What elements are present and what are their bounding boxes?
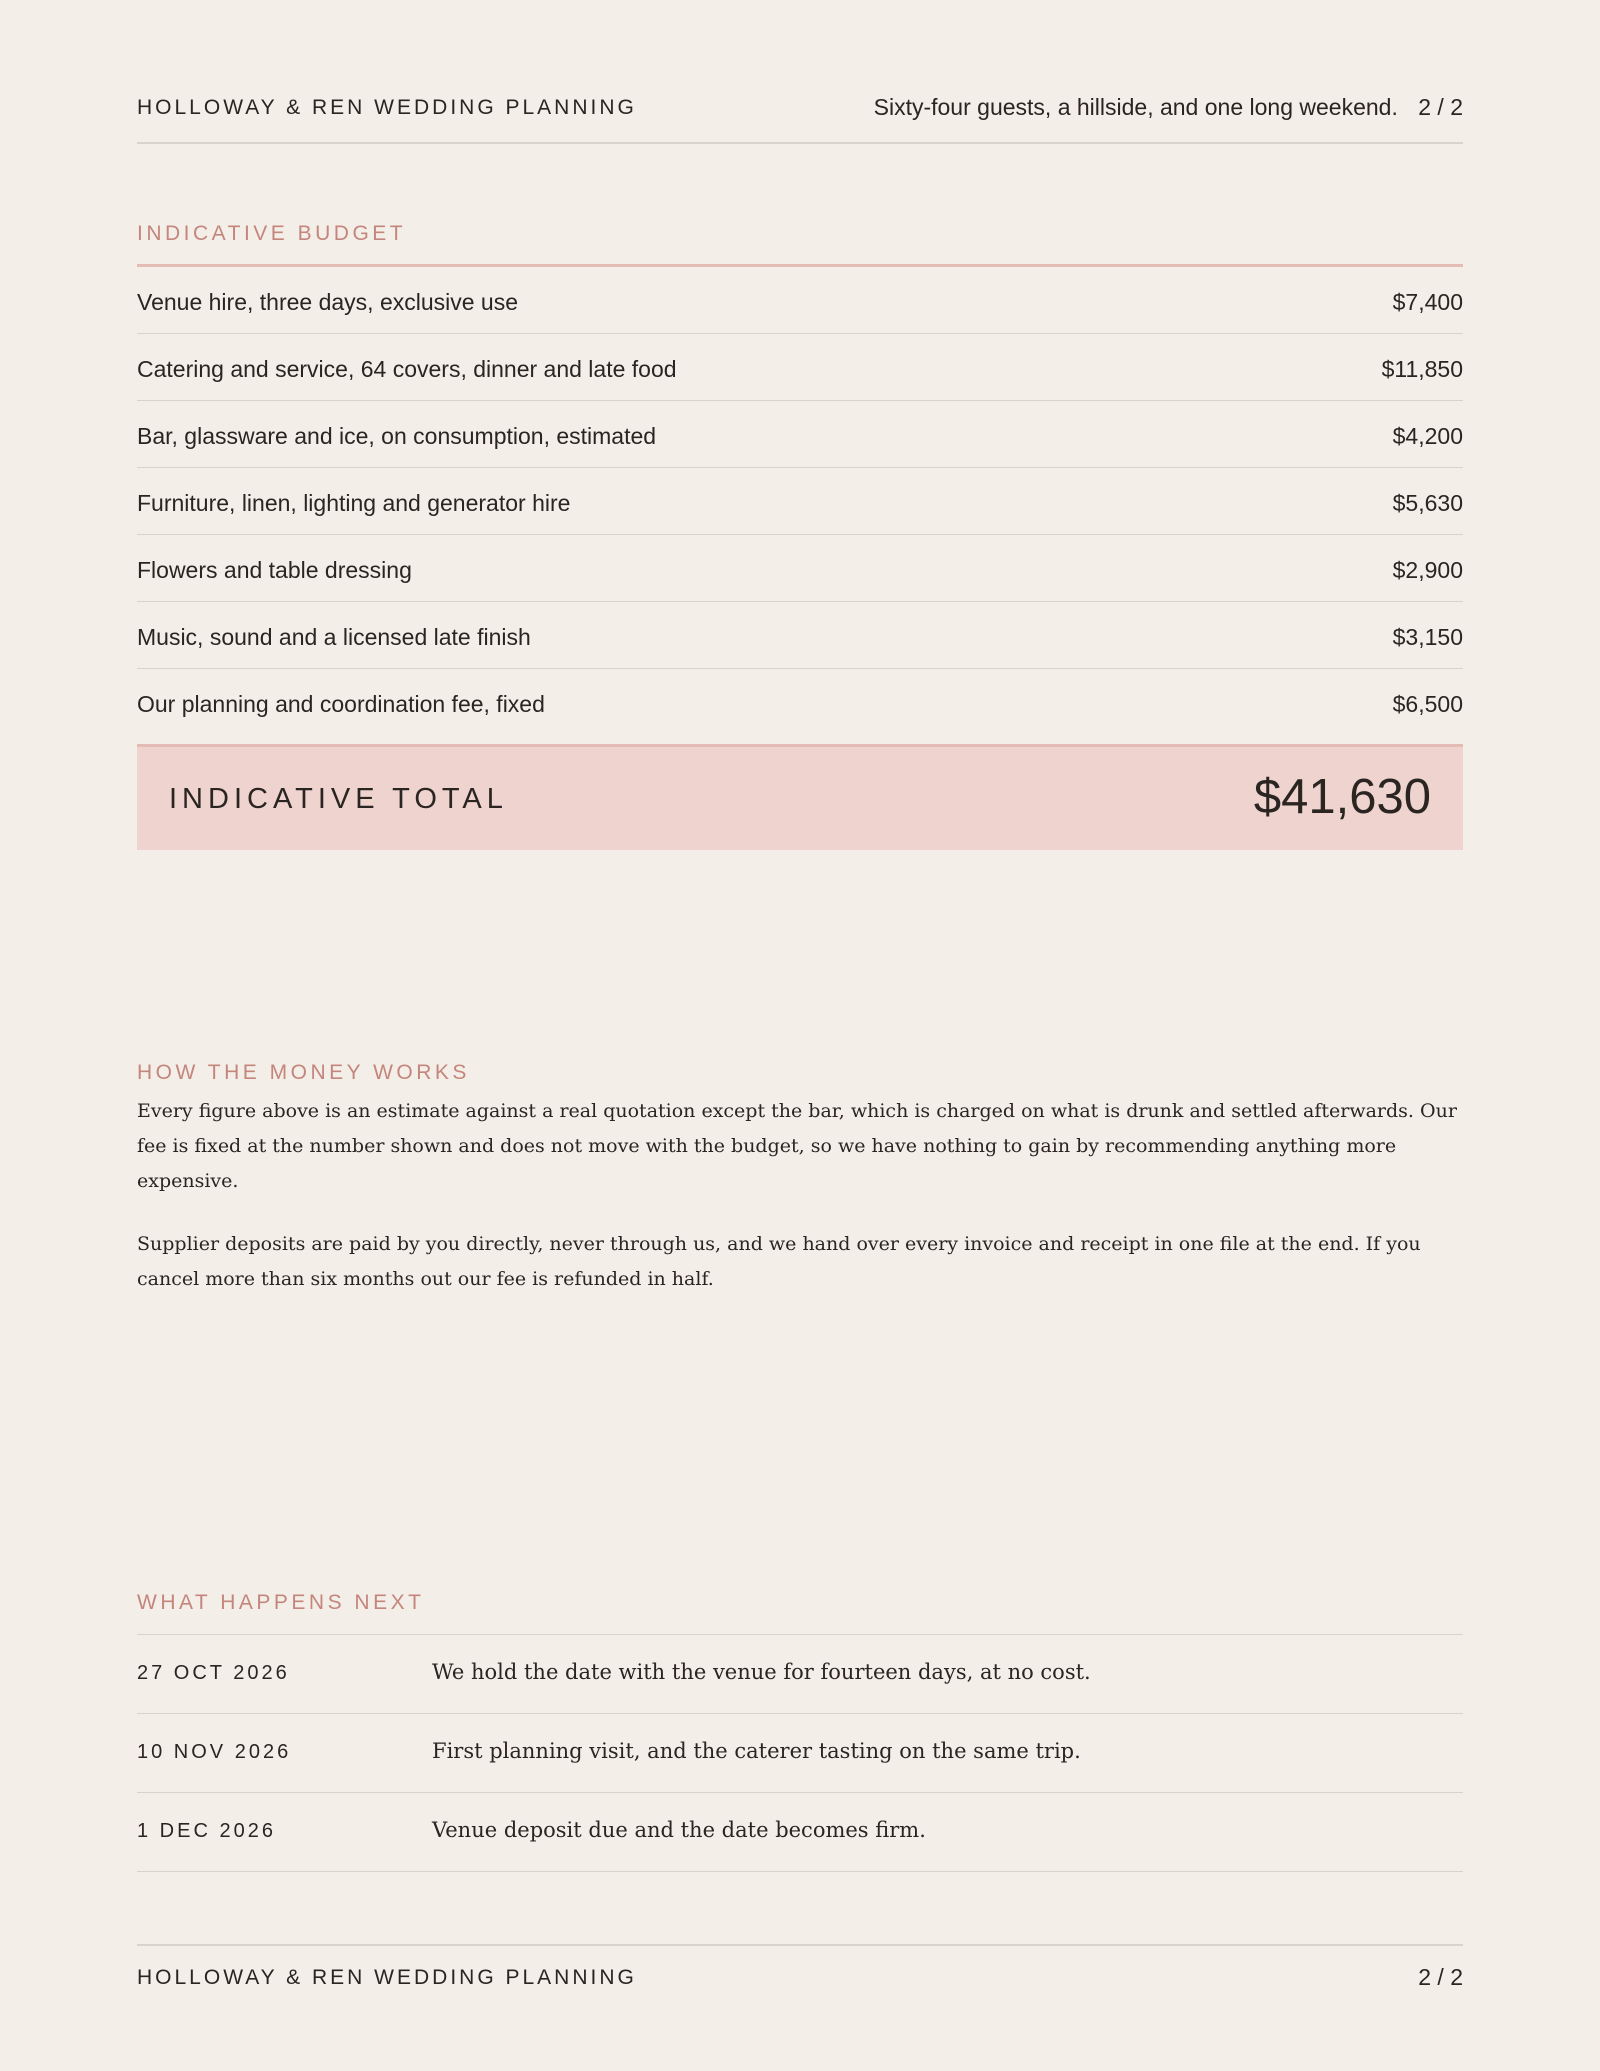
- budget-item-amount: $7,400: [1392, 289, 1463, 315]
- footer-brand: HOLLOWAY & REN WEDDING PLANNING: [137, 1966, 637, 1989]
- budget-row: [137, 267, 1463, 334]
- step-text: We hold the date with the venue for fourteen days, at no cost.: [432, 1660, 1091, 1684]
- budget-row: [137, 602, 1463, 669]
- step-date: 27 OCT 2026: [137, 1662, 290, 1684]
- step-row: [137, 1635, 1463, 1714]
- budget-item-label: Venue hire, three days, exclusive use: [137, 289, 519, 315]
- step-row: [137, 1714, 1463, 1793]
- header-right: [874, 94, 1463, 121]
- budget-item-amount: $2,900: [1392, 557, 1463, 583]
- budget-item-label: Furniture, linen, lighting and generator hire: [137, 490, 571, 516]
- budget-row: [137, 334, 1463, 401]
- budget-item-label: Bar, glassware and ice, on consumption, estimated: [137, 423, 657, 449]
- total-label: INDICATIVE TOTAL: [169, 783, 508, 815]
- step-row: [137, 1793, 1463, 1872]
- header-brand: HOLLOWAY & REN WEDDING PLANNING: [137, 96, 637, 119]
- header-tagline: Sixty-four guests, a hillside, and one long weekend.: [873, 94, 1398, 120]
- money-paragraph: Supplier deposits are paid by you directly, never through us, and we hand over every invoice and receipt in one file at the end. If you cancel more than six months out our fee is refunded in half.: [137, 1233, 1421, 1290]
- budget-row: [137, 669, 1463, 735]
- total-amount: $41,630: [1253, 770, 1431, 824]
- page-footer: [137, 1944, 1463, 2006]
- header-page-number: 2 / 2: [1418, 94, 1463, 120]
- budget-row: [137, 401, 1463, 468]
- budget-item-amount: $6,500: [1392, 691, 1463, 717]
- budget-item-amount: $3,150: [1392, 624, 1463, 650]
- footer-page-number: 2 / 2: [1418, 1964, 1463, 1990]
- budget-item-amount: $11,850: [1381, 356, 1463, 382]
- money-paragraph: Every figure above is an estimate against a real quotation except the bar, which is charged on what is drunk and settled afterwards. Our fee is fixed at the number shown and does not move with the budget, so we have nothing to gain by recommending anything more expensive.: [137, 1100, 1457, 1192]
- step-date: 10 NOV 2026: [137, 1741, 292, 1763]
- budget-item-label: Our planning and coordination fee, fixed: [137, 691, 545, 717]
- page-header: [137, 92, 1463, 144]
- budget-item-label: Catering and service, 64 covers, dinner and late food: [137, 356, 677, 382]
- budget-total: [137, 744, 1463, 850]
- budget-item-amount: $5,630: [1392, 490, 1463, 516]
- money-heading: HOW THE MONEY WORKS: [137, 1061, 470, 1084]
- budget-row: [137, 535, 1463, 602]
- budget-row: [137, 468, 1463, 535]
- budget-item-label: Music, sound and a licensed late finish: [137, 624, 531, 650]
- step-date: 1 DEC 2026: [137, 1820, 276, 1842]
- budget-heading: INDICATIVE BUDGET: [137, 222, 407, 245]
- step-text: Venue deposit due and the date becomes firm.: [432, 1818, 926, 1842]
- next-steps-list: [137, 1634, 1463, 1872]
- next-heading: WHAT HAPPENS NEXT: [137, 1591, 425, 1614]
- document-page: [137, 0, 1463, 2071]
- budget-item-label: Flowers and table dressing: [137, 557, 412, 583]
- budget-item-amount: $4,200: [1392, 423, 1463, 449]
- budget-table: [137, 264, 1463, 735]
- step-text: First planning visit, and the caterer tasting on the same trip.: [432, 1739, 1081, 1763]
